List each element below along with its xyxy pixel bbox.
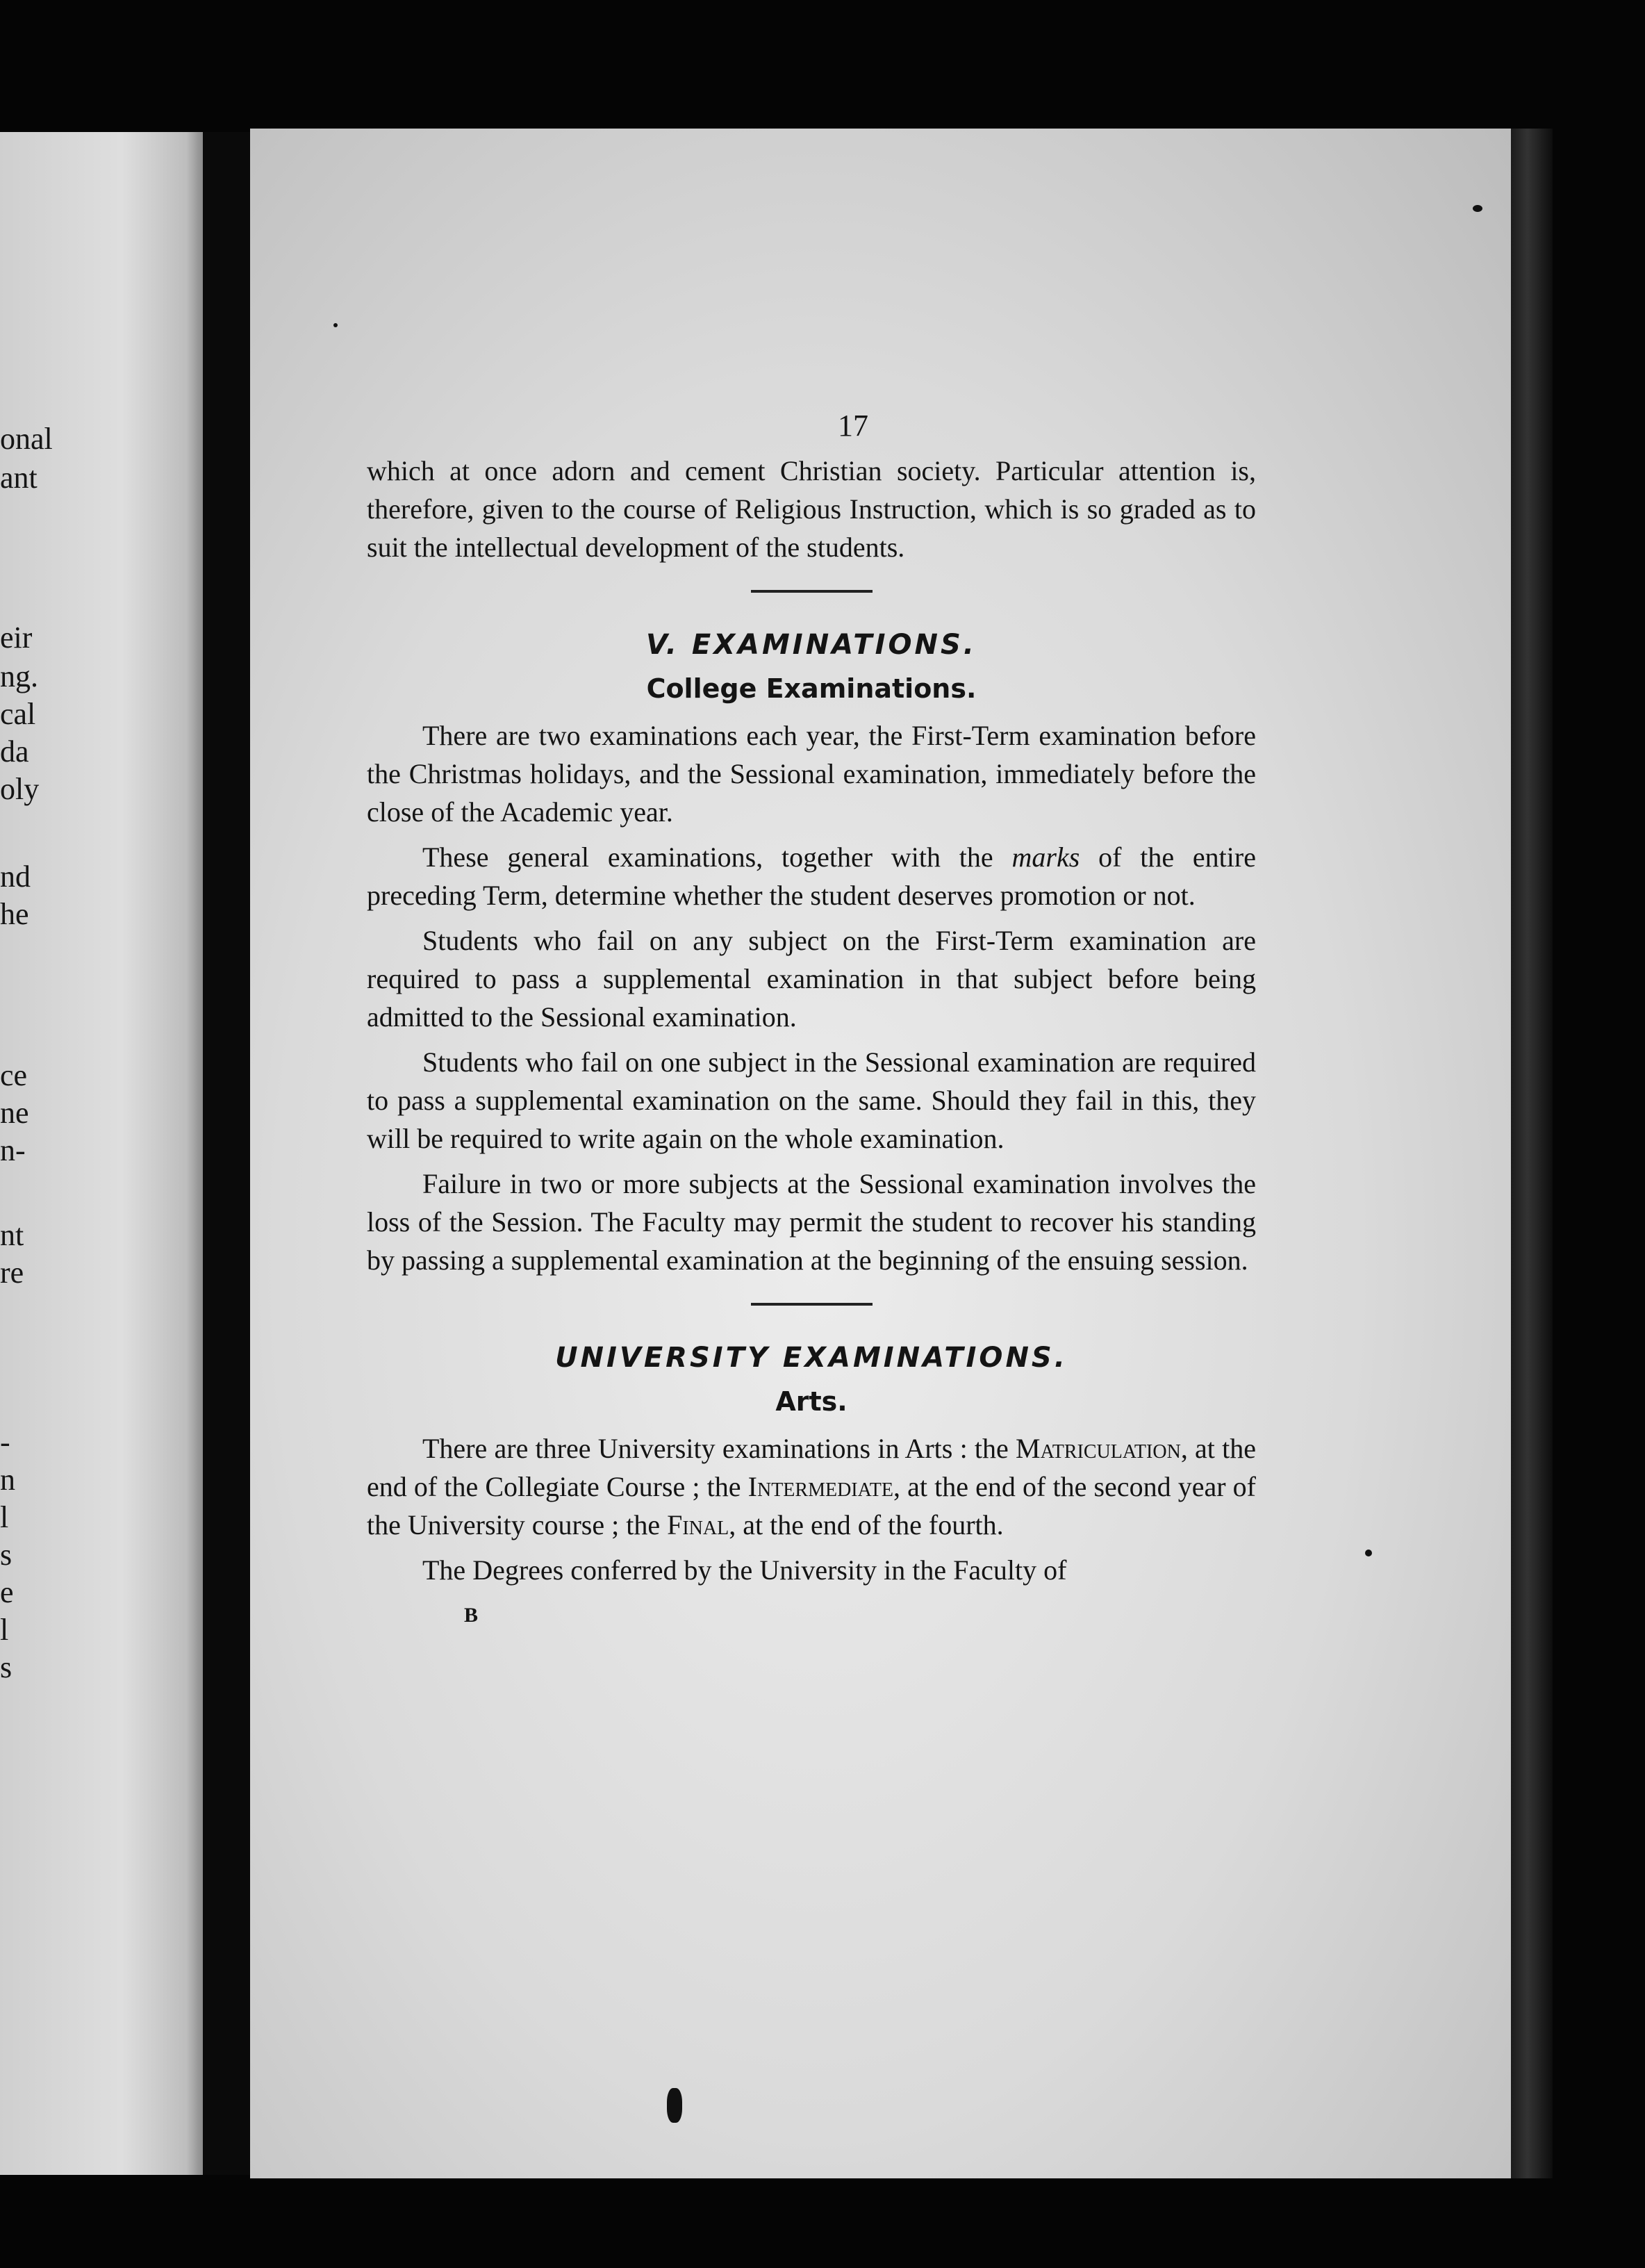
paragraph-text: There are three University examinations in Arts : the — [422, 1433, 1016, 1464]
left-page-fragment: ne — [0, 1096, 29, 1130]
subheading-arts: Arts. — [775, 1386, 848, 1417]
term-final: Final — [667, 1509, 729, 1540]
paragraph: Students who fail on any subject on the First-Term examination are required to pass a supplemental examination in that subject before being admitted to the Sessional examination. — [367, 925, 1256, 1033]
left-page-fragment: n- — [0, 1133, 26, 1167]
paragraph-text: , at the end of the fourth. — [729, 1509, 1004, 1540]
left-page-fragment: n — [0, 1463, 15, 1497]
left-page-fragment: s — [0, 1650, 13, 1684]
paragraph-text: of the entire preceding Term, determine whether the student deserves promotion or not. — [367, 841, 1256, 911]
left-page-fragment: nt — [0, 1218, 24, 1252]
ink-speck — [1473, 205, 1482, 212]
left-page-fragment: da — [0, 734, 29, 769]
page-text — [367, 406, 1256, 1634]
left-page-fragment: e — [0, 1575, 14, 1609]
term-intermediate: Intermediate — [747, 1471, 893, 1502]
paragraph: Failure in two or more subjects at the Sessional examination involves the loss of the Session. The Faculty may permit the student to recover his standing by passing a supplemental examination at the beginning of the ensuing session. — [367, 1168, 1256, 1276]
emphasis-marks: marks — [1011, 841, 1080, 873]
left-page-fragment: nd — [0, 860, 31, 894]
left-page-fragment: re — [0, 1256, 24, 1290]
section-heading-examinations: V. EXAMINATIONS. — [646, 629, 977, 661]
term-matriculation: Matriculation — [1016, 1433, 1181, 1464]
signature-mark: B — [464, 1604, 479, 1627]
ink-speck — [333, 323, 338, 327]
left-page-fragment: - — [0, 1425, 10, 1459]
paragraph — [367, 838, 1256, 914]
intro-paragraph: which at once adorn and cement Christian society. Particular attention is, therefore, given to the course of Religious Instruction, which is so graded as to suit the intellectual development of the students. — [367, 455, 1256, 563]
left-page-fragment: ng. — [0, 659, 38, 693]
paragraph: There are two examinations each year, the First-Term examination before the Christmas holidays, and the Sessional examination, immediately before the close of the Academic year. — [367, 720, 1256, 828]
left-page-fragment: ce — [0, 1058, 28, 1092]
paragraph-text: , at the end of the second year of the University course ; the — [367, 1471, 1257, 1540]
left-page-fragment: eir — [0, 621, 33, 655]
ink-speck — [1365, 1550, 1372, 1556]
left-page-edge — [0, 132, 203, 2175]
paragraph: The Degrees conferred by the University in the Faculty of — [422, 1554, 1067, 1586]
left-page-fragment: cal — [0, 697, 36, 731]
paragraph-text: These general examinations, together with the — [422, 841, 1012, 873]
left-page-fragment: he — [0, 897, 29, 931]
left-page-fragment: l — [0, 1500, 9, 1534]
left-page-fragment: l — [0, 1613, 9, 1647]
page-number: 17 — [838, 409, 868, 443]
left-page-fragment: oly — [0, 772, 40, 806]
paragraph — [367, 1429, 1256, 1544]
ink-blot — [667, 2088, 682, 2123]
paragraph: Students who fail on one subject in the Sessional examination are required to pass a supplemental examination on the same. Should they fail in this, they will be required to write again on the whole examination. — [367, 1046, 1256, 1154]
subheading-college-examinations: College Examinations. — [646, 673, 977, 704]
left-page-fragment: onal — [0, 422, 53, 456]
section-divider — [751, 1303, 873, 1306]
left-page-fragment: s — [0, 1538, 13, 1572]
paragraph-text: , at the end of the Collegiate Course ; the — [367, 1433, 1257, 1502]
section-divider — [751, 590, 873, 593]
book-gutter — [203, 132, 250, 2175]
page-edge-shadow — [1511, 129, 1553, 2178]
left-page-fragment: ant — [0, 461, 38, 495]
section-heading-university-examinations: UNIVERSITY EXAMINATIONS. — [555, 1342, 1068, 1374]
